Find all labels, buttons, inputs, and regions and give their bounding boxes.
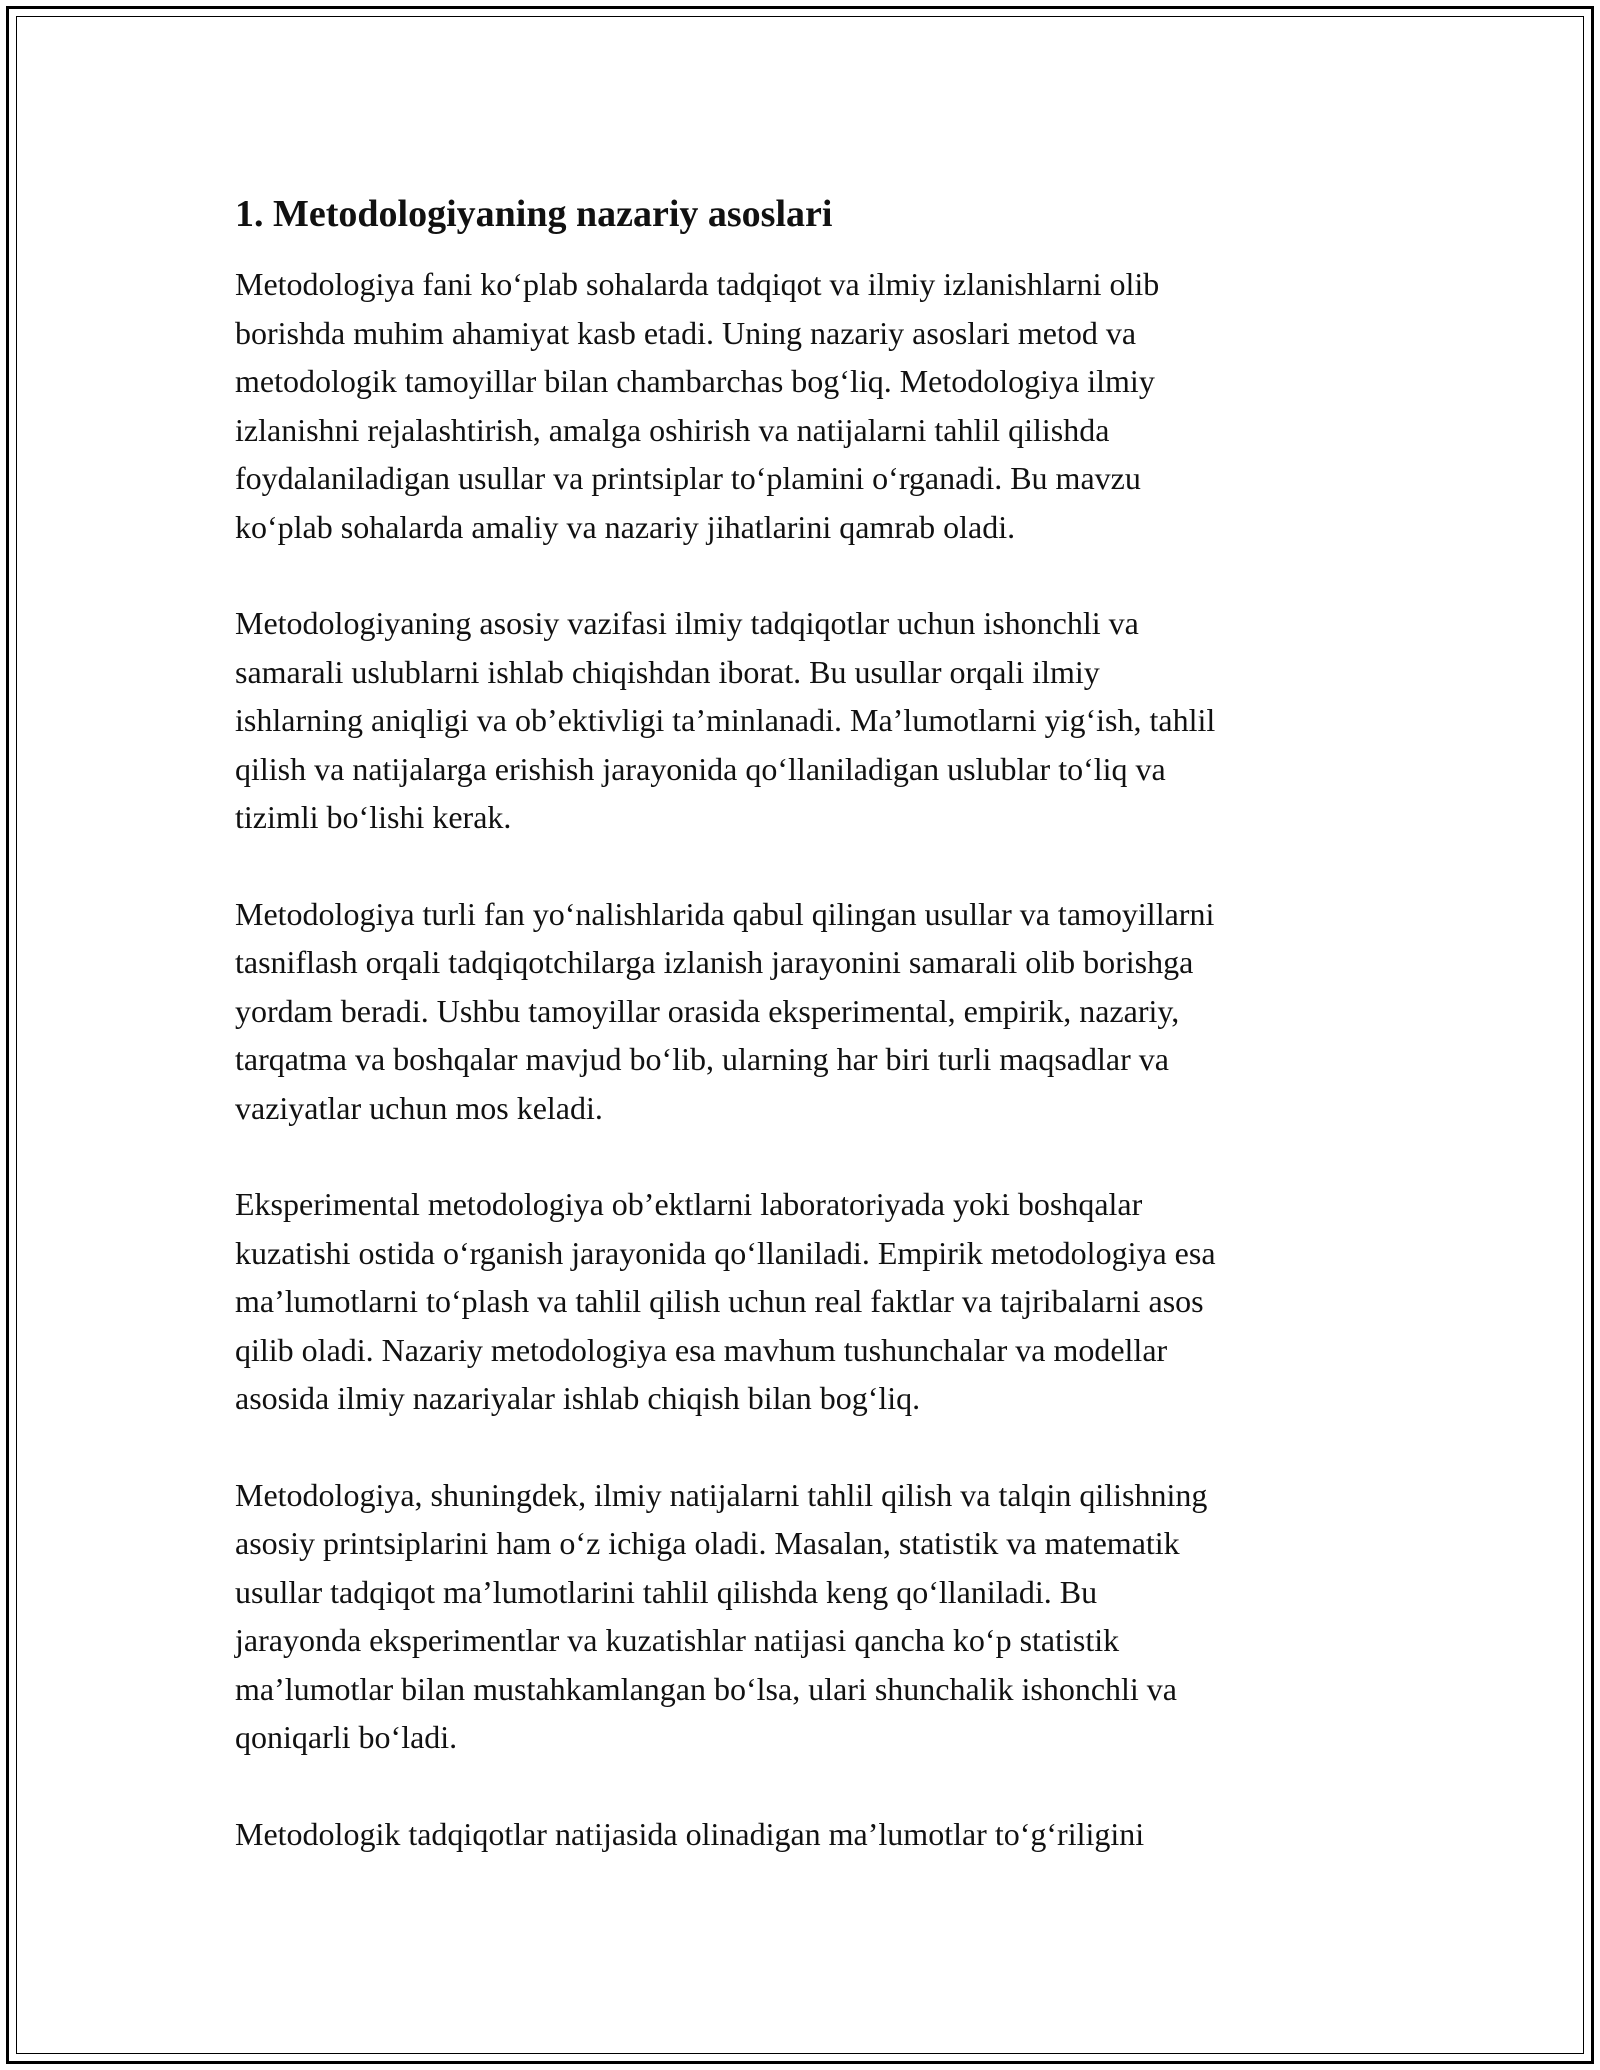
paragraph xyxy=(235,1471,1370,1762)
paragraph xyxy=(235,599,1370,842)
paragraph-line: jarayonda eksperimentlar va kuzatishlar natijasi qancha ko‘p statistik xyxy=(235,1622,1120,1658)
paragraph-line: Metodologiya, shuningdek, ilmiy natijalarni tahlil qilish va talqin qilishning xyxy=(235,1476,1208,1513)
paragraph xyxy=(235,1180,1370,1423)
paragraph-line: Metodologik tadqiqotlar natijasida olinadigan ma’lumotlar to‘g‘riligini xyxy=(235,1815,1145,1852)
paragraph-line: tasniflash orqali tadqiqotchilarga izlanish jarayonini samarali olib borishga xyxy=(235,944,1194,980)
paragraph-line: Metodologiyaning asosiy vazifasi ilmiy tadqiqotlar uchun ishonchli va xyxy=(235,605,1139,641)
paragraph-line: qoniqarli bo‘ladi. xyxy=(235,1719,458,1755)
paragraph-line: usullar tadqiqot ma’lumotlarini tahlil qilishda keng qo‘llaniladi. Bu xyxy=(235,1573,1098,1610)
paragraph-line: izlanishni rejalashtirish, amalga oshirish va natijalarni tahlil qilishda xyxy=(235,411,1110,448)
paragraph xyxy=(235,260,1370,551)
paragraph-line: borishda muhim ahamiyat kasb etadi. Uning nazariy asoslari metod va xyxy=(235,314,1137,351)
paragraph-line: samarali uslublarni ishlab chiqishdan iborat. Bu usullar orqali ilmiy xyxy=(235,653,1100,690)
paragraph-line: tizimli bo‘lishi kerak. xyxy=(235,799,512,835)
paragraph-line: foydalaniladigan usullar va printsiplar to‘plamini o‘rganadi. Bu mavzu xyxy=(235,460,1141,496)
document-body xyxy=(235,190,1370,1858)
paragraph-line: asosiy printsiplarini ham o‘z ichiga oladi. Masalan, statistik va matematik xyxy=(235,1525,1180,1561)
paragraph-line: qilish va natijalarga erishish jarayonida qo‘llaniladigan uslublar to‘liq va xyxy=(235,750,1166,787)
section-heading: 1. Metodologiyaning nazariy asoslari xyxy=(235,193,833,235)
paragraph-line: tarqatma va boshqalar mavjud bo‘lib, ularning har biri turli maqsadlar va xyxy=(235,1041,1169,1077)
paragraph-list xyxy=(235,260,1370,1858)
paragraph-line: ishlarning aniqligi va ob’ektivligi ta’minlanadi. Ma’lumotlarni yig‘ish, tahlil xyxy=(235,702,1216,738)
paragraph-line: yordam beradi. Ushbu tamoyillar orasida eksperimental, empirik, nazariy, xyxy=(235,992,1180,1029)
paragraph-line: Metodologiya fani ko‘plab sohalarda tadqiqot va ilmiy izlanishlarni olib xyxy=(235,266,1160,302)
paragraph-line: Metodologiya turli fan yo‘nalishlarida qabul qilingan usullar va tamoyillarni xyxy=(235,895,1215,932)
paragraph-line: asosida ilmiy nazariyalar ishlab chiqish bilan bog‘liq. xyxy=(235,1380,921,1416)
paragraph xyxy=(235,1810,1370,1859)
paragraph-line: vaziyatlar uchun mos keladi. xyxy=(235,1089,603,1126)
paragraph-line: ma’lumotlar bilan mustahkamlangan bo‘lsa, ulari shunchalik ishonchli va xyxy=(235,1670,1177,1707)
paragraph-line: ko‘plab sohalarda amaliy va nazariy jihatlarini qamrab oladi. xyxy=(235,508,1016,545)
paragraph xyxy=(235,890,1370,1133)
paragraph-line: Eksperimental metodologiya ob’ektlarni laboratoriyada yoki boshqalar xyxy=(235,1186,1143,1222)
paragraph-line: kuzatishi ostida o‘rganish jarayonida qo‘llaniladi. Empirik metodologiya esa xyxy=(235,1234,1216,1271)
paragraph-line: metodologik tamoyillar bilan chambarchas bog‘liq. Metodologiya ilmiy xyxy=(235,363,1155,399)
paragraph-line: qilib oladi. Nazariy metodologiya esa mavhum tushunchalar va modellar xyxy=(235,1331,1168,1368)
paragraph-line: ma’lumotlarni to‘plash va tahlil qilish uchun real faktlar va tajribalarni asos xyxy=(235,1283,1204,1319)
